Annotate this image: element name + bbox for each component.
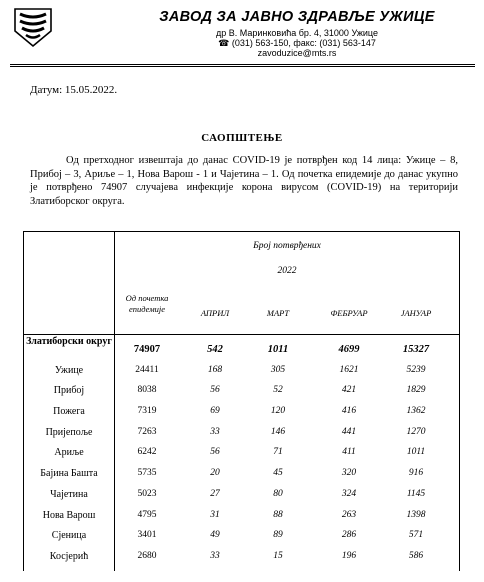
table-border-top — [23, 231, 460, 232]
table-cell: 69 — [210, 406, 220, 416]
table-cell: 20 — [210, 468, 220, 478]
table-cell: 8038 — [137, 385, 157, 395]
table-header-divider — [23, 334, 460, 335]
table-cell: 286 — [341, 530, 357, 540]
column-header-april: АПРИЛ — [200, 308, 230, 318]
row-label-cajetina: Чајетина — [50, 489, 88, 500]
header-divider — [10, 64, 475, 65]
table-cell: 1362 — [406, 406, 426, 416]
row-label-priboj: Прибој — [53, 385, 85, 396]
table-cell: 2680 — [137, 551, 157, 561]
table-cell: 5735 — [137, 468, 157, 478]
total-march: 1011 — [267, 344, 289, 355]
row-label-prijepolje: Пријепоље — [45, 427, 93, 438]
table-cell: 168 — [207, 365, 223, 375]
table-cell: 5239 — [406, 365, 426, 375]
column-header-january: ЈАНУАР — [400, 308, 432, 318]
institute-logo-icon — [11, 5, 55, 49]
table-cell: 324 — [341, 489, 357, 499]
table-cell: 89 — [273, 530, 283, 540]
table-cell: 24411 — [135, 365, 159, 375]
table-cell: 80 — [273, 489, 283, 499]
table-border-right — [459, 231, 460, 571]
document-title: САОПШТЕЊЕ — [201, 132, 283, 144]
table-cell: 49 — [210, 530, 220, 540]
year-header: 2022 — [277, 266, 297, 276]
table-cell: 1270 — [406, 427, 426, 437]
row-label-bajina-basta: Бајина Башта — [40, 468, 98, 479]
total-february: 4699 — [338, 344, 360, 355]
organization-address: др В. Маринковића бр. 4, 31000 Ужице — [216, 28, 378, 38]
announcement-paragraph: Од претходног извештаја до данас COVID-19 је потврђен код 14 лица: Ужице – 8, Прибој – 3, Ариље – 1, Нова Варош - 1 и Чајетина – 1. Од почетка епидемије до данас укупно је потврђено 74907 случајева инфекције корона вирусом (COVID-19) на територији Златиборског округа. — [30, 155, 458, 207]
header-divider-secondary — [10, 66, 475, 67]
row-label-uzice: Ужице — [54, 365, 84, 376]
table-cell: 52 — [273, 385, 283, 395]
table-cell: 1145 — [406, 489, 426, 499]
document-date: Датум: 15.05.2022. — [30, 84, 118, 96]
table-cell: 320 — [341, 468, 357, 478]
table-cell: 146 — [270, 427, 286, 437]
table-cell: 263 — [341, 510, 357, 520]
table-cell: 571 — [408, 530, 424, 540]
row-label-kosjeric: Косјерић — [49, 551, 89, 562]
table-cell: 88 — [273, 510, 283, 520]
total-january: 15327 — [402, 344, 430, 355]
table-cell: 6242 — [137, 447, 157, 457]
total-april: 542 — [207, 344, 223, 355]
total-since-start: 74907 — [133, 344, 161, 355]
organization-email: zavoduzice@mts.rs — [257, 48, 337, 58]
column-header-february: ФЕБРУАР — [330, 308, 368, 318]
table-cell: 7319 — [137, 406, 157, 416]
table-cell: 411 — [342, 447, 356, 457]
table-label-divider — [114, 231, 115, 571]
table-cell: 31 — [210, 510, 220, 520]
table-cell: 416 — [341, 406, 357, 416]
table-cell: 1011 — [406, 447, 426, 457]
table-border-left — [23, 231, 24, 571]
table-cell: 4795 — [137, 510, 157, 520]
row-label-pozega: Пожега — [53, 406, 85, 417]
table-cell: 441 — [341, 427, 357, 437]
table-cell: 56 — [210, 447, 220, 457]
table-cell: 15 — [273, 551, 283, 561]
table-cell: 33 — [210, 551, 220, 561]
organization-phone-fax: ☎ (031) 563-150, факс: (031) 563-147 — [218, 38, 376, 48]
row-label-nova-varos: Нова Варош — [42, 510, 96, 521]
table-cell: 196 — [341, 551, 357, 561]
table-cell: 5023 — [137, 489, 157, 499]
table-cell: 916 — [408, 468, 424, 478]
table-cell: 1398 — [406, 510, 426, 520]
table-cell: 27 — [210, 489, 220, 499]
table-cell: 3401 — [137, 530, 157, 540]
row-label-total: Златиборски округ — [26, 336, 112, 347]
table-cell: 421 — [341, 385, 357, 395]
table-cell: 586 — [408, 551, 424, 561]
table-cell: 56 — [210, 385, 220, 395]
table-cell: 120 — [270, 406, 286, 416]
table-cell: 7263 — [137, 427, 157, 437]
row-label-arilje: Ариље — [54, 447, 84, 458]
confirmed-cases-header: Број потврђених — [253, 241, 321, 251]
column-header-since-start: Од почетка епидемије — [125, 293, 169, 314]
table-cell: 71 — [273, 447, 283, 457]
row-label-sjenica: Сјеница — [51, 530, 87, 541]
table-cell: 45 — [273, 468, 283, 478]
table-cell: 1829 — [406, 385, 426, 395]
table-cell: 305 — [270, 365, 286, 375]
table-cell: 33 — [210, 427, 220, 437]
organization-name: ЗАВОД ЗА ЈАВНО ЗДРАВЉЕ УЖИЦЕ — [159, 9, 435, 25]
table-cell: 1621 — [339, 365, 359, 375]
column-header-march: МАРТ — [266, 308, 290, 318]
